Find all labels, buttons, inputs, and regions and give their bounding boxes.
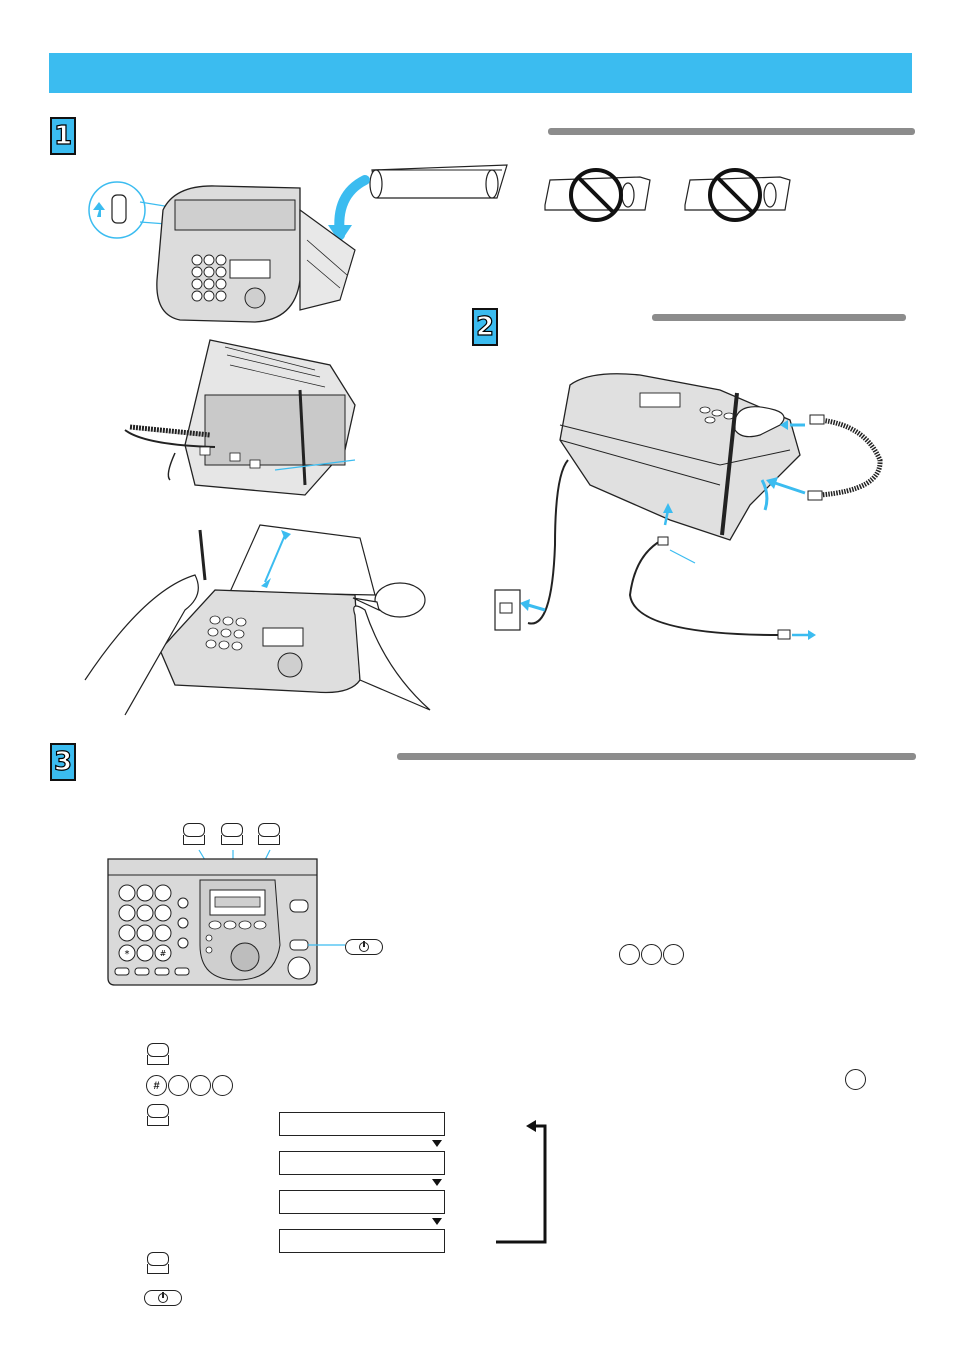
display-box-4 <box>279 1229 445 1253</box>
wrong-roll-example-2 <box>685 165 795 225</box>
svg-text:*: * <box>124 949 130 960</box>
circle-key-d <box>845 1069 866 1090</box>
stop-icon <box>359 942 369 952</box>
step-1-badge <box>50 117 76 155</box>
step-1-rule <box>548 128 915 135</box>
down-arrow-icon <box>432 1140 442 1147</box>
sequence-row-5-stop-button <box>144 1290 182 1306</box>
step-2-badge <box>472 308 498 346</box>
display-box-2 <box>279 1151 445 1175</box>
circle-key-a <box>619 944 640 965</box>
fax-connections-illustration <box>490 365 890 655</box>
wrong-roll-example-1 <box>545 165 655 225</box>
header-bar <box>49 53 912 93</box>
sequence-row-2-circle-3 <box>212 1075 233 1096</box>
panel-key-3-label <box>258 835 280 845</box>
sequence-row-2-circle-2 <box>190 1075 211 1096</box>
down-arrow-icon <box>432 1218 442 1225</box>
fax-internal-illustration <box>115 335 365 500</box>
step-3-rule <box>397 753 916 760</box>
hash-symbol: # <box>153 1079 160 1092</box>
display-box-3 <box>279 1190 445 1214</box>
panel-key-2-label <box>221 835 243 845</box>
step-3-number: 3 <box>53 747 73 777</box>
sequence-row-4-bracket <box>147 1264 169 1274</box>
circle-key-b <box>641 944 662 965</box>
loop-arrow-icon <box>494 1118 554 1248</box>
stop-button <box>345 939 383 955</box>
step-1-number: 1 <box>53 121 73 151</box>
down-arrow-icon <box>432 1179 442 1186</box>
display-box-1 <box>279 1112 445 1136</box>
fax-open-cover-illustration <box>85 180 365 325</box>
sequence-row-3-bracket <box>147 1116 169 1126</box>
speech-bubble <box>375 583 425 617</box>
step-2-number: 2 <box>475 312 495 342</box>
control-panel-illustration <box>105 845 390 990</box>
circle-key-c <box>663 944 684 965</box>
paper-insertion-illustration <box>85 520 430 720</box>
step-3-badge <box>50 743 76 781</box>
sequence-row-2-circle-1 <box>168 1075 189 1096</box>
stop-icon <box>158 1293 168 1303</box>
panel-key-1-label <box>183 835 205 845</box>
sequence-row-1-bracket <box>147 1055 169 1065</box>
hash-key <box>146 1075 167 1096</box>
step-2-rule <box>652 314 906 321</box>
svg-text:#: # <box>159 949 167 958</box>
paper-roll-illustration <box>362 160 512 205</box>
